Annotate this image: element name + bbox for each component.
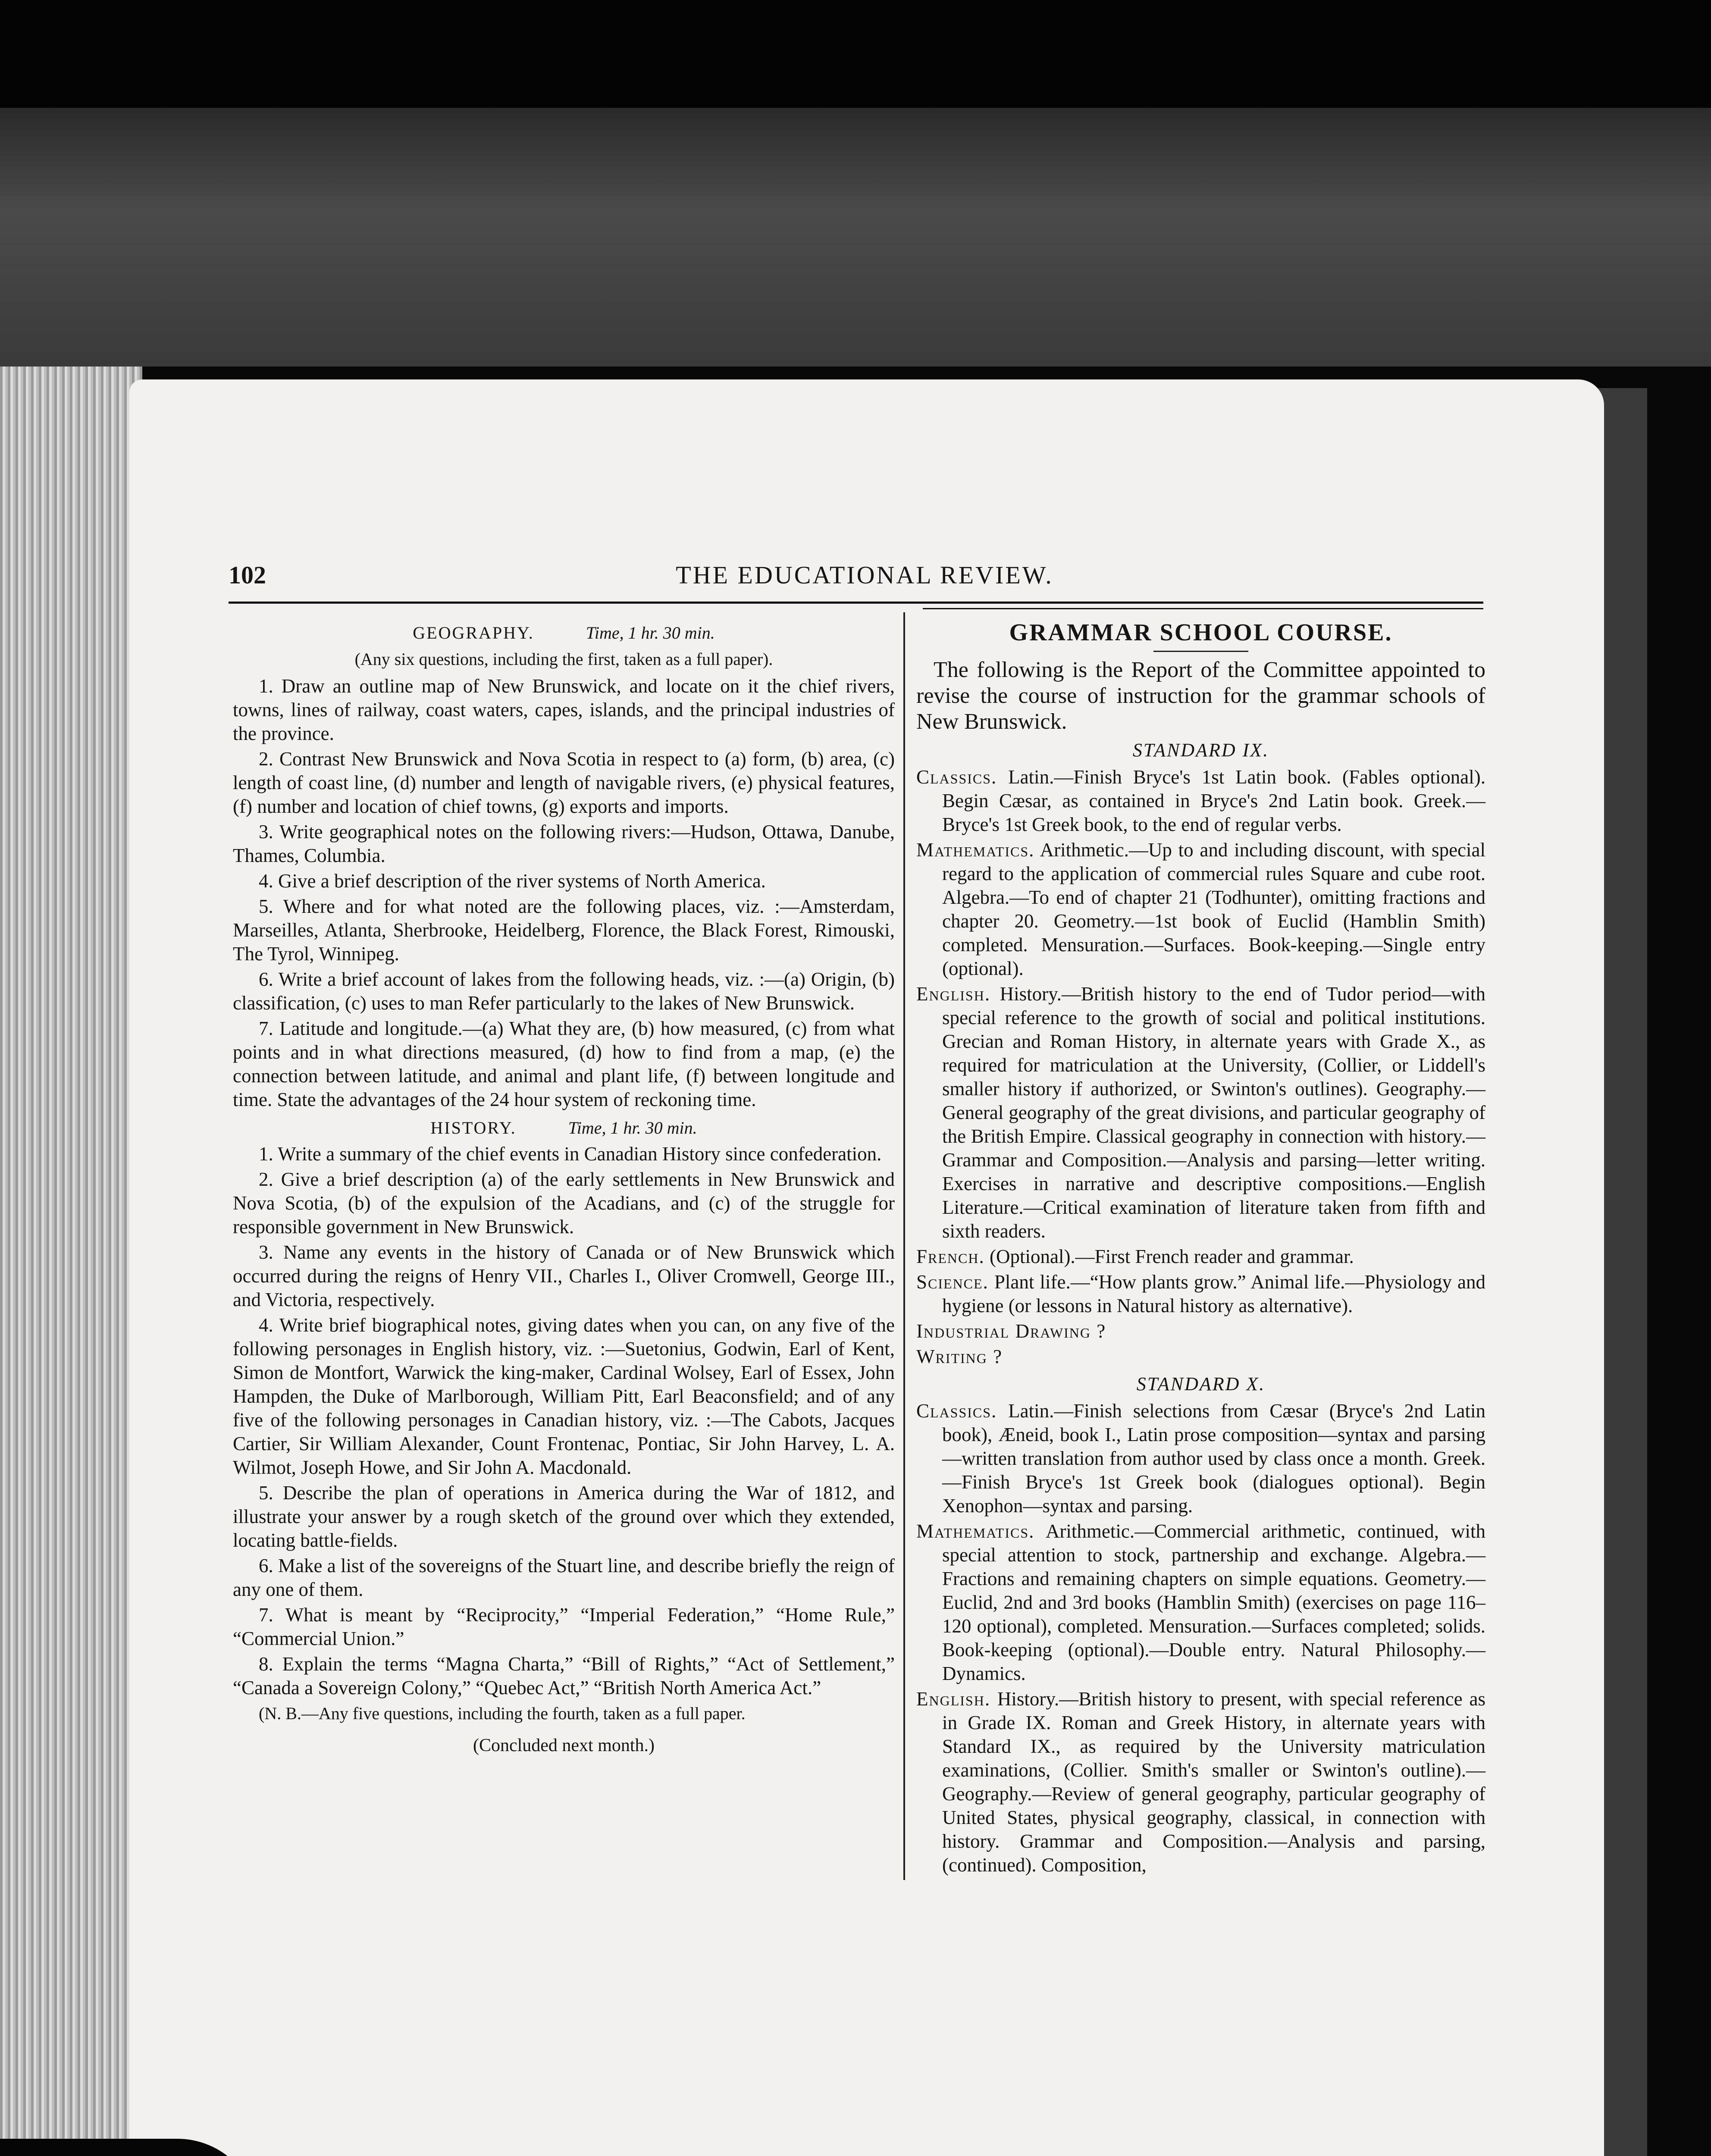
head-rule [229, 602, 1483, 604]
question: 4. Write brief biographical notes, giving dates when you can, on any five of the following personages in English history, viz. :—Suetonius, Godwin, Earl of Kent, Simon de Montfort, Warwick the king-maker, Cardinal Wolsey, Earl of Essex, John Hampden, the Duke of Marlborough, William Pitt, Earl Beaconsfield; and of any five of the following personages in Canadian history, viz. :—The Cabots, Jacques Cartier, Sir William Alexander, Count Frontenac, Pontiac, Sir John Harvey, L. A. Wilmot, Joseph Howe, and Sir John A. Macdonald. [233, 1314, 895, 1478]
journal-title: THE EDUCATIONAL REVIEW. [676, 561, 1053, 589]
standard-ix-heading: STANDARD IX. [1132, 740, 1269, 761]
question: 6. Make a list of the sovereigns of the Stuart line, and describe briefly the reign of any one of them. [233, 1555, 895, 1600]
question: 4. Give a brief description of the river systems of North America. [259, 870, 766, 892]
entry-text: Latin.—Finish Bryce's 1st Latin book. (Fables optional). Begin Cæsar, as contained in Bryce's 2nd Latin book. Greek.—Bryce's 1st Greek book, to the end of regular verbs. [942, 766, 1486, 835]
course-entry [916, 1319, 1485, 1343]
question: 5. Where and for what noted are the following places, viz. :—Amsterdam, Marseilles, Atlanta, Sherbrooke, Heidelberg, Florence, the Black Forest, Rimouski, The Tyrol, Winnipeg. [233, 896, 895, 965]
geography-title: GEOGRAPHY. [413, 623, 534, 642]
entry-label: Classics. [916, 1400, 997, 1422]
left-column [233, 621, 895, 1758]
course-entry [916, 1345, 1485, 1369]
history-time: Time, 1 hr. 30 min. [568, 1118, 697, 1138]
intro-paragraph: The following is the Report of the Committee appointed to revise the course of instruction for the grammar schools of New Brunswick. [916, 658, 1485, 734]
history-heading [233, 1116, 895, 1140]
entry-label: Writing ? [916, 1346, 1003, 1367]
question: 7. What is meant by “Reciprocity,” “Imperial Federation,” “Home Rule,” “Commercial Union.” [233, 1604, 895, 1649]
course-entry [916, 1245, 1485, 1269]
course-entry [916, 1520, 1485, 1686]
question: 2. Contrast New Brunswick and Nova Scotia in respect to (a) form, (b) area, (c) length of coast line, (d) number and length of navigable rivers, (e) physical features, (f) number and location of chief towns, (g) exports and imports. [233, 748, 895, 817]
entry-text: Arithmetic.—Commercial arithmetic, continued, with special attention to stock, partnership and exchange. Algebra.—Fractions and remaining chapters on simple equations. Geometry.—Euclid, 2nd and 3rd books (Hamblin Smith) (exercises on page 116–120 optional), completed. Mensuration.—Surfaces completed; solids. Book-keeping (optional).—Double entry. Natural Philosophy.—Dynamics. [942, 1520, 1485, 1684]
question: 7. Latitude and longitude.—(a) What they are, (b) how measured, (c) from what points and in what directions measured, (d) how to find from a map, (e) the connection between latitude, and animal and plant life, (f) between longitude and time. State the advantages of the 24 hour system of reckoning time. [233, 1018, 895, 1110]
running-head [229, 561, 1501, 591]
entry-text: History.—British history to the end of Tudor period—with special reference to the growth of social and political institutions. Grecian and Roman History, in alternate years with Grade X., as required for matriculation at the University, (Collier, or Liddell's smaller history if authorized, or Swinton's outlines). Geography.—General geography of the great divisions, and particular geography of the British Empire. Classical geography in connection with history.—Grammar and Composition.—Analysis and parsing—letter writing. Exercises in narrative and descriptive compositions.—English Literature.—Critical examination of literature taken from fifth and sixth readers. [942, 983, 1486, 1242]
entry-text: (Optional).—First French reader and grammar. [989, 1246, 1354, 1267]
entry-label: Classics. [916, 766, 997, 788]
question: 3. Write geographical notes on the following rivers:—Hudson, Ottawa, Danube, Thames, Columbia. [233, 821, 895, 866]
history-title: HISTORY. [430, 1118, 517, 1138]
title-rule [1153, 651, 1248, 652]
nb-note: (N. B.—Any five questions, including the fourth, taken as a full paper. [259, 1704, 746, 1723]
geography-time: Time, 1 hr. 30 min. [586, 623, 715, 642]
geography-note: (Any six questions, including the first, taken as a full paper). [354, 649, 773, 669]
page-number: 102 [229, 561, 266, 589]
entry-label: French. [916, 1246, 985, 1267]
entry-label: English. [916, 1688, 991, 1710]
question: 1. Write a summary of the chief events in Canadian History since confederation. [259, 1143, 882, 1165]
right-column [916, 621, 1485, 1879]
question: 1. Draw an outline map of New Brunswick, and locate on it the chief rivers, towns, lines of railway, coast waters, capes, islands, and the principal industries of the province. [233, 675, 895, 744]
course-entry [916, 1270, 1485, 1318]
entry-label: English. [916, 983, 991, 1005]
entry-text: History.—British history to present, with special reference as in Grade IX. Roman and Greek History, in alternate years with Standard IX., as required by the University matriculation examinations, (Collier. Smith's smaller or Swinton's outline).—Geography.—Review of general geography, particular geography of United States, physical geography, classical, in connection with history. Grammar and Composition.—Analysis and parsing, (continued). Composition, [942, 1688, 1485, 1876]
course-entry [916, 982, 1485, 1243]
book-page-edges [0, 367, 142, 2156]
standard-x-heading: STANDARD X. [1136, 1373, 1266, 1395]
film-border-top [0, 0, 1711, 108]
entry-text: Plant life.—“How plants grow.” Animal life.—Physiology and hygiene (or lessons in Natural history as alternative). [942, 1271, 1486, 1316]
entry-label: Mathematics. [916, 839, 1035, 861]
question: 2. Give a brief description (a) of the early settlements in New Brunswick and Nova Scotia, (b) of the expulsion of the Acadians, and (c) of the struggle for responsible government in New Brunswick. [233, 1169, 895, 1238]
course-entry [916, 1399, 1485, 1518]
entry-text: Latin.—Finish selections from Cæsar (Bryce's 2nd Latin book), Æneid, book I., Latin prose composition—syntax and parsing—written translation from author used by class once a month. Greek.—Finish Bryce's 1st Greek book (dialogues optional). Begin Xenophon—syntax and parsing. [942, 1400, 1486, 1517]
column-divider [903, 612, 905, 1880]
entry-label: Industrial Drawing ? [916, 1320, 1106, 1342]
film-border-gray [0, 108, 1711, 367]
question: 5. Describe the plan of operations in America during the War of 1812, and illustrate your answer by a rough sketch of the ground over which they extended, locating battle-fields. [233, 1482, 895, 1551]
question: 8. Explain the terms “Magna Charta,” “Bill of Rights,” “Act of Settlement,” “Canada a Sovereign Colony,” “Quebec Act,” “British North America Act.” [233, 1653, 895, 1698]
entry-label: Science. [916, 1271, 989, 1293]
concluded-note: (Concluded next month.) [473, 1736, 655, 1755]
question: 6. Write a brief account of lakes from the following heads, viz. :—(a) Origin, (b) classification, (c) uses to man Refer particularly to the lakes of New Brunswick. [233, 968, 895, 1014]
entry-label: Mathematics. [916, 1520, 1035, 1542]
course-entry [916, 765, 1485, 837]
geography-heading [233, 621, 895, 645]
head-rule-double [923, 608, 1483, 609]
entry-text: Arithmetic.—Up to and including discount, with special regard to the application of commercial rules Square and cube root. Algebra.—To end of chapter 21 (Todhunter), omitting fractions and chapter 20. Geometry.—1st book of Euclid (Hamblin Smith) completed. Mensuration.—Surfaces. Book-keeping.—Single entry (optional). [942, 839, 1485, 979]
course-entry [916, 838, 1485, 981]
question: 3. Name any events in the history of Canada or of New Brunswick which occurred during the reigns of Henry VII., Charles I., Oliver Cromwell, George III., and Victoria, respectively. [233, 1241, 895, 1310]
course-entry [916, 1687, 1485, 1877]
grammar-school-course-title: GRAMMAR SCHOOL COURSE. [1009, 619, 1393, 646]
